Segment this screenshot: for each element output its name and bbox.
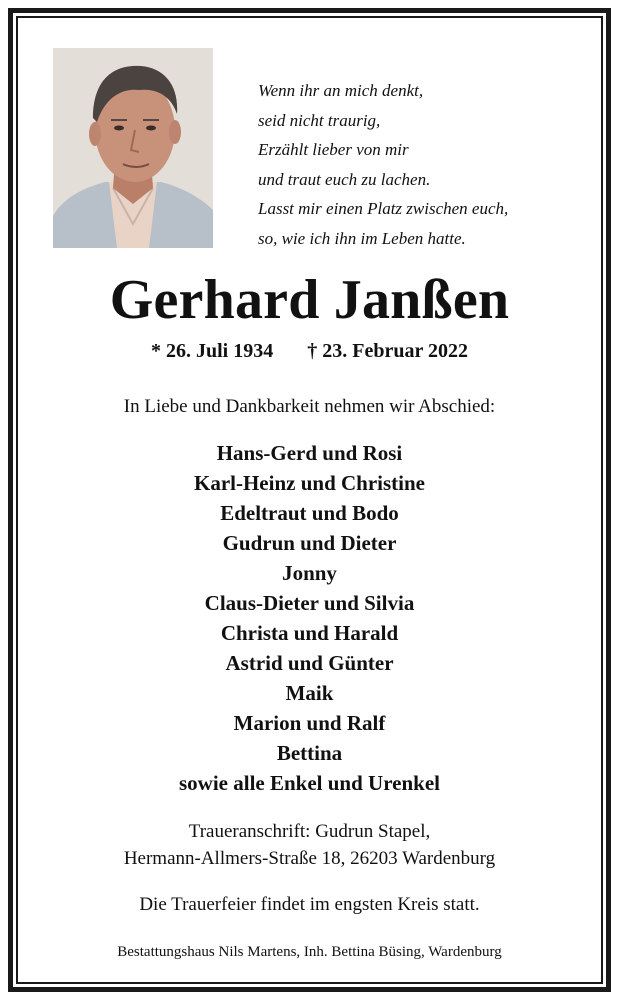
ceremony-note: Die Trauerfeier findet im engsten Kreis statt. [139,894,480,915]
poem-line: so, wie ich ihn im Leben hatte. [258,228,466,248]
life-dates [0,338,619,364]
mourner-entry: Gudrun und Dieter [222,531,397,555]
address-line-2: Hermann-Allmers-Straße 18, 26203 Wardenburg [123,848,496,869]
mourner-entry: Claus-Dieter und Silvia [204,591,415,615]
mourner-entry: Astrid und Günter [225,651,394,675]
birth-date: * 26. Juli 1934 [151,340,274,362]
poem [258,76,508,253]
mourner-entry: Maik [285,681,334,705]
mourner-entry: Bettina [276,741,343,765]
undertaker-credit: Bestattungshaus Nils Martens, Inh. Bettina Büsing, Wardenburg [117,944,502,960]
mourner-entry: Christa und Harald [220,621,399,645]
farewell-intro: In Liebe und Dankbarkeit nehmen wir Abschied: [123,396,496,417]
poem-line: Lasst mir einen Platz zwischen euch, [258,199,509,218]
mourner-entry: Marion und Ralf [233,711,386,735]
mourners-list [0,438,619,798]
mourner-entry: Edeltraut und Bodo [220,501,399,525]
poem-line: Wenn ihr an mich denkt, [258,81,424,100]
mourning-address [0,818,619,872]
poem-line: und traut euch zu lachen. [258,169,431,189]
death-date: † 23. Februar 2022 [307,340,468,362]
poem-line: Erzählt lieber von mir [258,140,409,159]
portrait-photo [53,48,213,248]
mourner-entry: Hans-Gerd und Rosi [216,441,403,465]
mourner-entry: sowie alle Enkel und Urenkel [179,771,440,795]
address-line-1: Traueranschrift: Gudrun Stapel, [188,821,431,842]
deceased-name: Gerhard Janßen [109,269,510,331]
poem-line: seid nicht traurig, [258,110,381,130]
mourner-entry: Karl-Heinz und Christine [193,471,425,495]
portrait-photo-icon [53,48,213,248]
mourner-entry: Jonny [282,561,337,585]
